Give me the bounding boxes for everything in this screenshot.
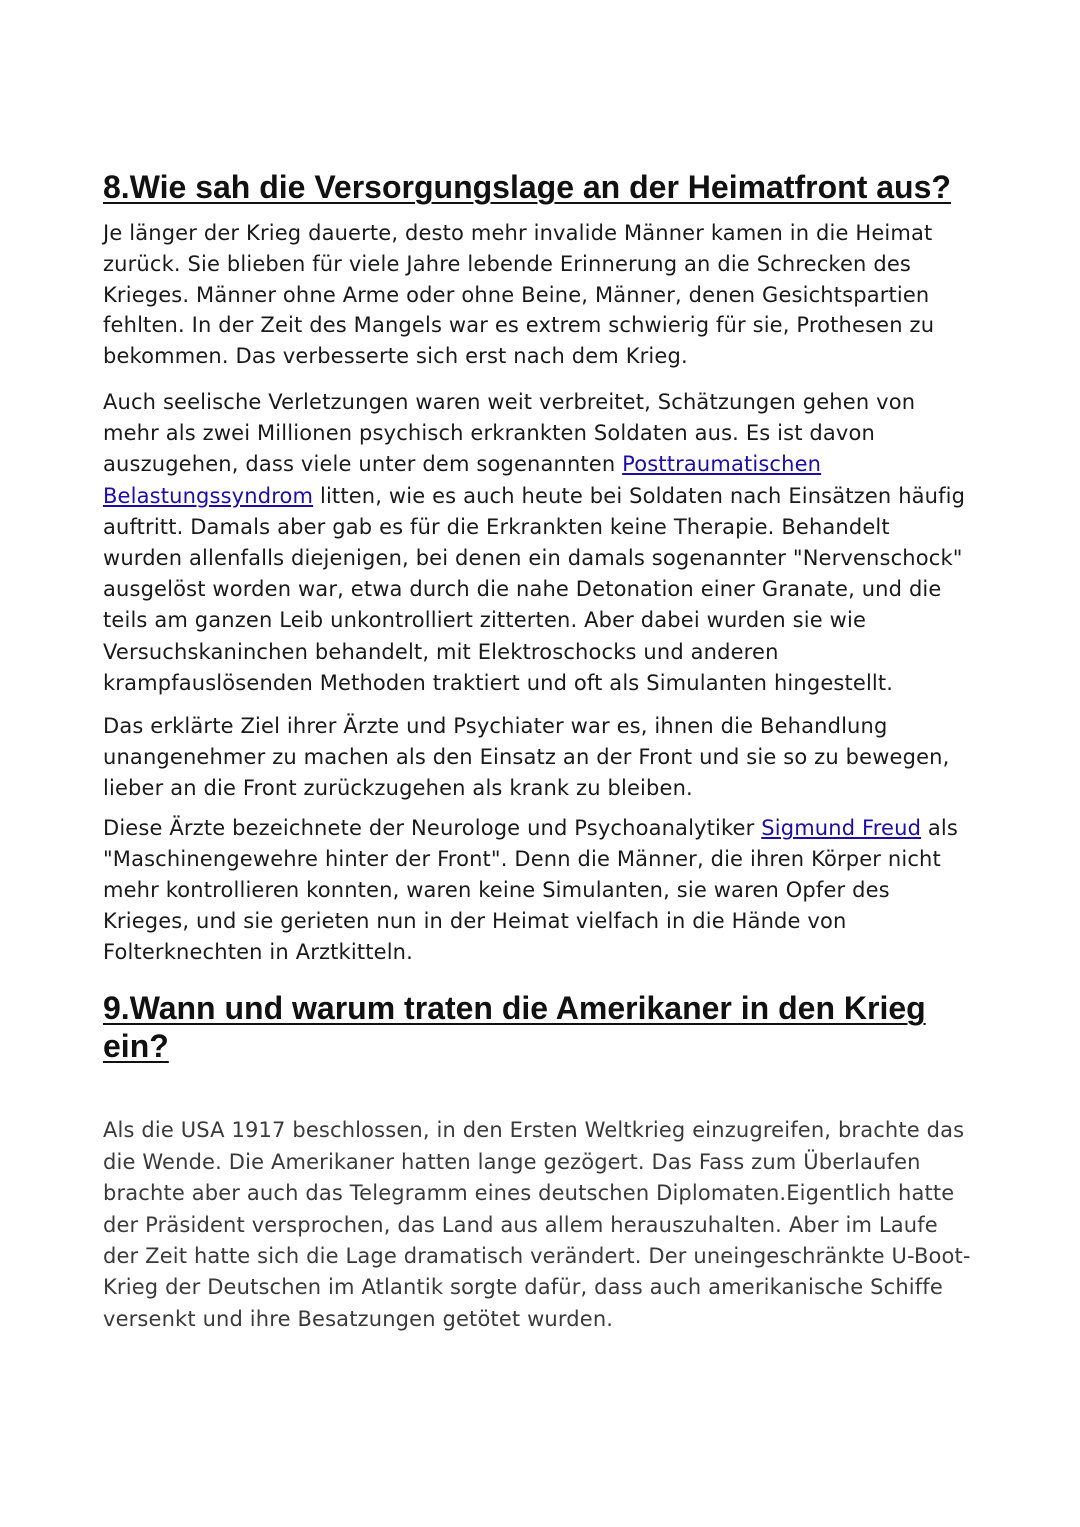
link-sigmund-freud[interactable]: Sigmund Freud bbox=[761, 816, 922, 841]
paragraph-text: als "Maschinengewehre hinter der Front". Denn die Männer, die ihren Körper nicht mehr kontrollieren konnten, waren keine Simulanten, sie waren Opfer des Krieges, und sie gerieten nun in der Heimat vielfach in die Hände von Folterknechten in Arztkitteln. bbox=[103, 816, 958, 964]
paragraph-text: Diese Ärzte bezeichnete der Neurologe und Psychoanalytiker bbox=[103, 816, 762, 841]
link-posttraumatisches-belastungssyndrom[interactable]: Posttraumatischen Belastungssyndrom bbox=[103, 452, 822, 508]
section-8-paragraph-3: Das erklärte Ziel ihrer Ärzte und Psychiater war es, ihnen die Behandlung unangenehmer zu machen als den Einsatz an der Front und sie so zu bewegen, lieber an die Front zurückzugehen als krank zu bleiben. bbox=[103, 714, 950, 800]
section-8-heading: 8.Wie sah die Versorgungslage an der Heimatfront aus? bbox=[103, 169, 951, 205]
section-8-paragraph-2 bbox=[103, 387, 973, 699]
section-8-paragraph-1: Je länger der Krieg dauerte, desto mehr invalide Männer kamen in die Heimat zurück. Sie blieben für viele Jahre lebende Erinnerung an die Schrecken des Krieges. Männer ohne Arme oder ohne Beine, Männer, denen Gesichtspartien fehlten. In der Zeit des Mangels war es extrem schwierig für sie, Prothesen zu bekommen. Das verbesserte sich erst nach dem Krieg. bbox=[103, 221, 935, 369]
document-content bbox=[103, 168, 973, 1335]
section-9-heading: 9.Wann und warum traten die Amerikaner in den Krieg ein? bbox=[103, 990, 926, 1065]
section-8-paragraph-4 bbox=[103, 813, 973, 967]
paragraph-text: litten, wie es auch heute bei Soldaten nach Einsätzen häufig auftritt. Damals aber gab es für die Erkrankten keine Therapie. Behandelt wurden allenfalls diejenigen, bei denen ein damals sogenannter "Nervenschock" ausgelöst worden war, etwa durch die nahe Detonation einer Granate, und die teils am ganzen Leib unkontrolliert zitterten. Aber dabei wurden sie wie Versuchskaninchen behandelt, mit Elektroschocks und anderen krampfauslösenden Methoden traktiert und oft als Simulanten hingestellt. bbox=[103, 483, 966, 695]
paragraph-text: Auch seelische Verletzungen waren weit verbreitet, Schätzungen gehen von mehr als zwei Millionen psychisch erkrankten Soldaten aus. Es ist davon auszugehen, dass viele unter dem sogenannten bbox=[103, 389, 916, 477]
section-9-paragraph-1: Als die USA 1917 beschlossen, in den Ersten Weltkrieg einzugreifen, brachte das die Wende. Die Amerikaner hatten lange gezögert. Das Fass zum Überlaufen brachte aber auch das Telegramm eines deutschen Diplomaten.Eigentlich hatte der Präsident versprochen, das Land aus allem herauszuhalten. Aber im Laufe der Zeit hatte sich die Lage dramatisch verändert. Der uneingeschränkte U-Boot-Krieg der Deutschen im Atlantik sorgte dafür, dass auch amerikanische Schiffe versenkt und ihre Besatzungen getötet wurden. bbox=[103, 1118, 971, 1331]
